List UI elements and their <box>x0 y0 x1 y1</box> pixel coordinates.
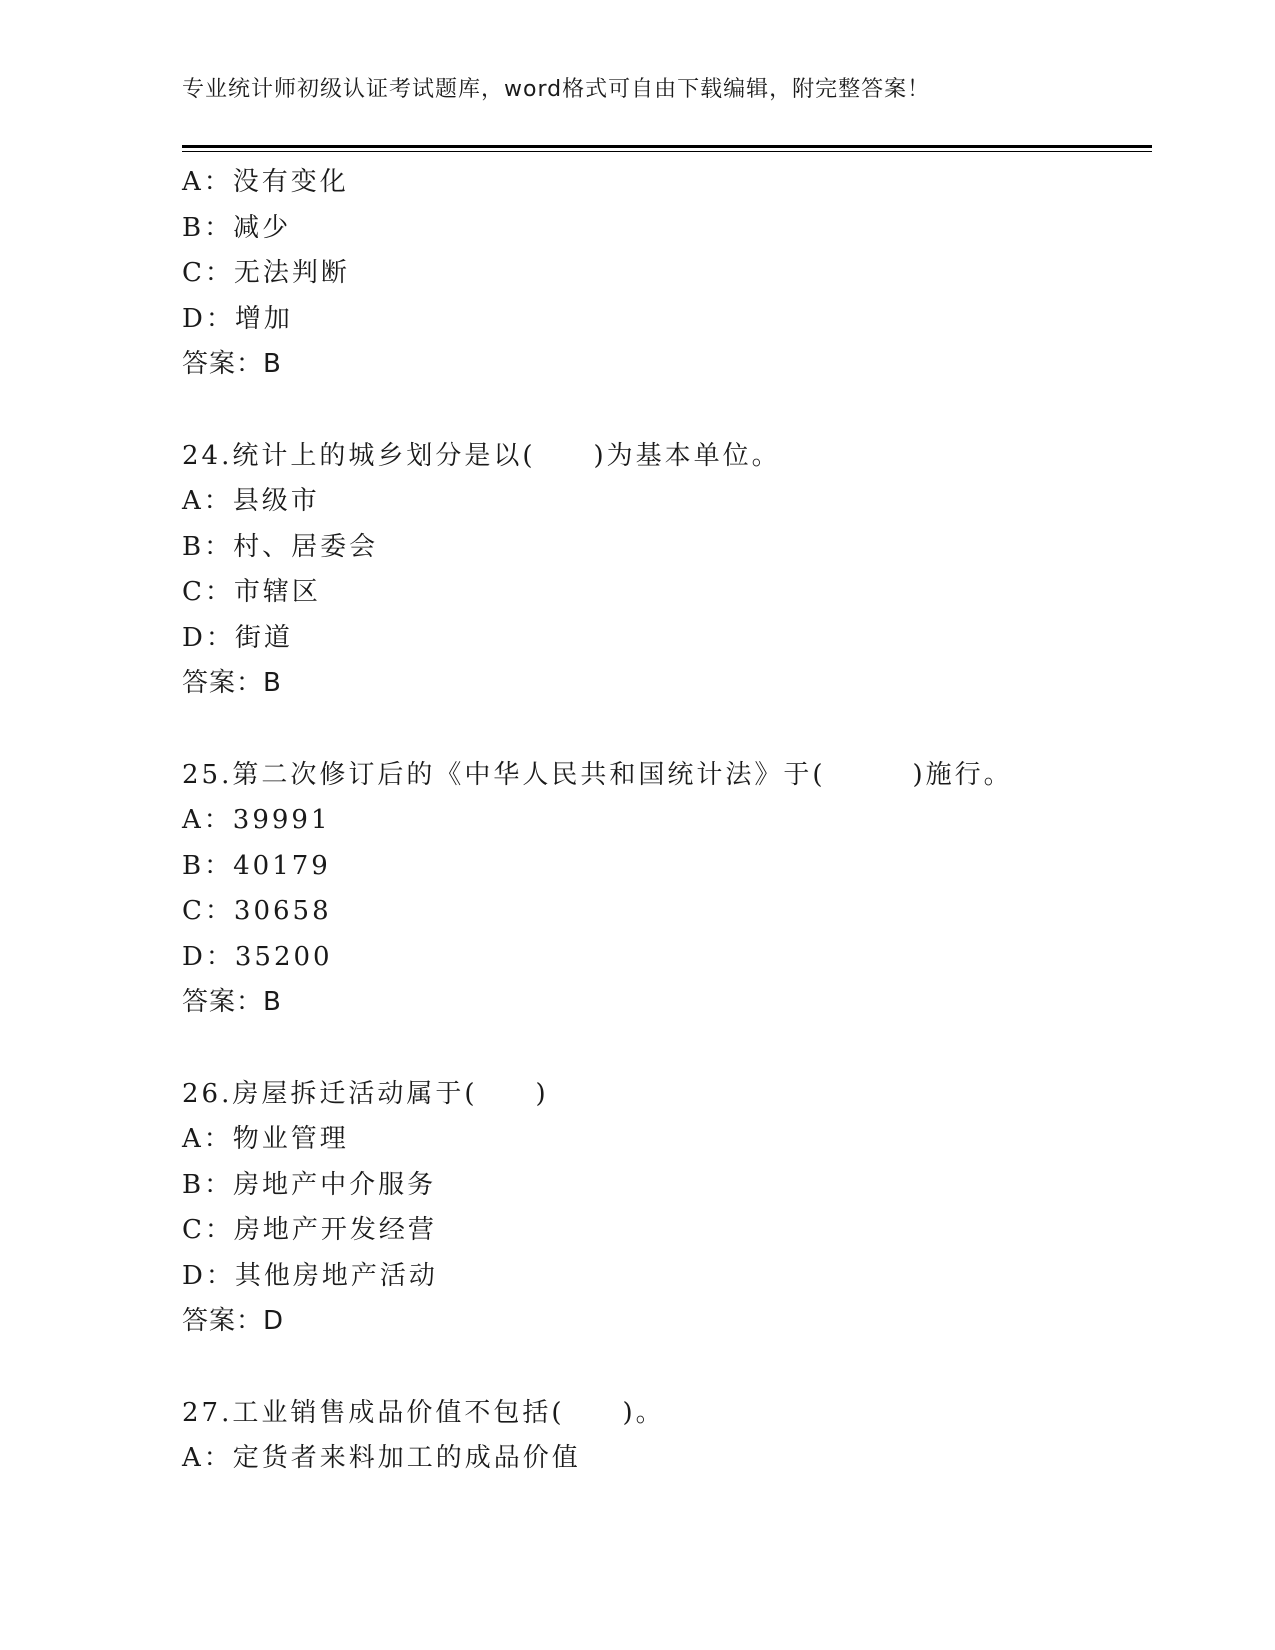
question-block-26 <box>182 1072 1142 1345</box>
question-list <box>182 160 1142 1482</box>
option-b: B：村、居委会 <box>182 531 379 562</box>
question-block-27 <box>182 1391 1142 1482</box>
option-a: A：39991 <box>182 805 331 835</box>
option-b: B：减少 <box>182 212 292 243</box>
option-d: D：35200 <box>182 941 333 972</box>
option-b: B：房地产中介服务 <box>182 1169 437 1200</box>
option-c: C：无法判断 <box>182 258 350 288</box>
option-a: A：物业管理 <box>182 1124 349 1154</box>
header-rule-thin <box>182 151 1152 152</box>
option-c: C：市辖区 <box>182 577 321 607</box>
question-block-25 <box>182 753 1142 1026</box>
question-block-24 <box>182 434 1142 707</box>
question-stem: 24.统计上的城乡划分是以( )为基本单位。 <box>182 440 781 471</box>
option-c: C：房地产开发经营 <box>182 1215 437 1245</box>
option-d: D：其他房地产活动 <box>182 1260 438 1291</box>
option-d: D：增加 <box>182 303 293 334</box>
answer: 答案：D <box>182 1306 285 1336</box>
option-d: D：街道 <box>182 622 293 653</box>
page-header: 专业统计师初级认证考试题库，word格式可自由下载编辑，附完整答案！ <box>182 77 931 102</box>
question-block-prev <box>182 160 1142 388</box>
answer: 答案：B <box>182 349 282 379</box>
option-a: A：定货者来料加工的成品价值 <box>182 1443 581 1473</box>
question-stem: 26.房屋拆迁活动属于( ) <box>182 1078 549 1109</box>
question-stem: 27.工业销售成品价值不包括( )。 <box>182 1397 665 1428</box>
question-stem: 25.第二次修订后的《中华人民共和国统计法》于( )施行。 <box>182 759 1013 790</box>
option-a: A：没有变化 <box>182 167 349 197</box>
option-a: A：县级市 <box>182 486 320 516</box>
option-b: B：40179 <box>182 850 331 881</box>
header-rule-thick <box>182 145 1152 148</box>
answer: 答案：B <box>182 987 282 1017</box>
option-c: C：30658 <box>182 896 332 926</box>
answer: 答案：B <box>182 668 282 698</box>
